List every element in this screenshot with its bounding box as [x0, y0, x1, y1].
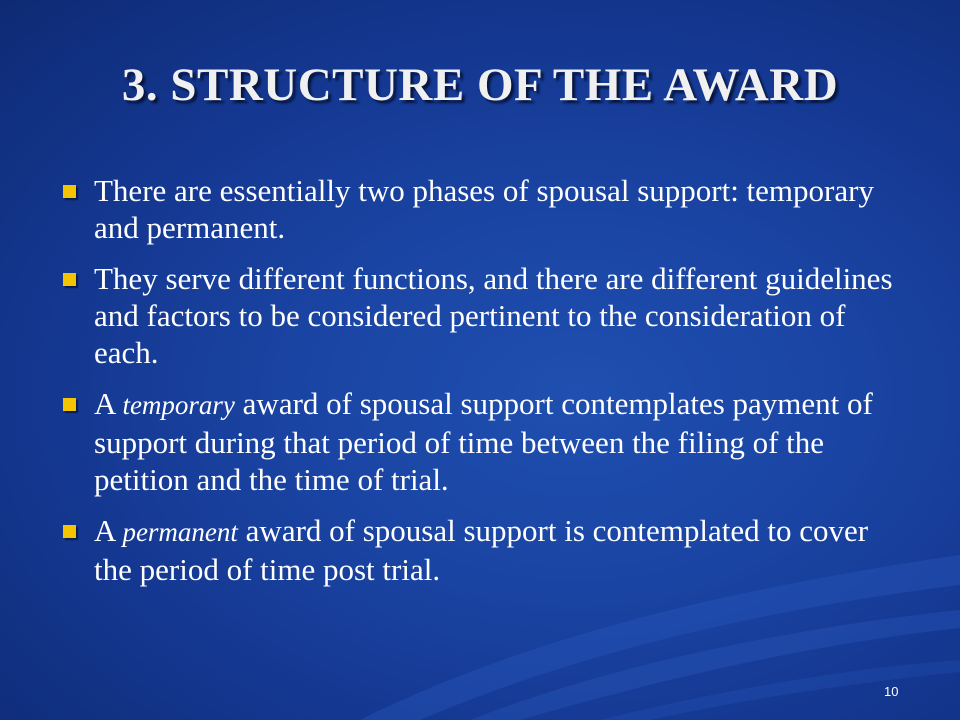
square-bullet-icon	[63, 525, 76, 538]
bullet-item	[60, 172, 910, 246]
bullet-item	[60, 260, 910, 371]
bullet-text-start: A	[94, 386, 123, 421]
bullet-text-end: award of spousal support is contemplated to cover the period of time post trial.	[94, 513, 869, 587]
bullet-text: There are essentially two phases of spousal support: temporary and permanent.	[94, 173, 874, 245]
emphasis-temporary: temporary	[122, 390, 235, 420]
bullet-text-end: award of spousal support contemplates payment of support during that period of time between the filing of the petition and the time of trial.	[94, 386, 873, 497]
page-number: 10	[884, 684, 899, 699]
bullet-text-start: A	[94, 513, 123, 548]
square-bullet-icon	[63, 273, 76, 286]
bullet-text: They serve different functions, and there are different guidelines and factors to be considered pertinent to the consideration of each.	[94, 261, 893, 370]
bullet-list	[60, 172, 910, 602]
slide-title: 3. STRUCTURE OF THE AWARD	[121, 59, 839, 111]
bullet-item	[60, 512, 910, 588]
square-bullet-icon	[63, 398, 76, 411]
emphasis-permanent: permanent	[122, 517, 238, 547]
bullet-item	[60, 385, 910, 498]
square-bullet-icon	[63, 185, 76, 198]
